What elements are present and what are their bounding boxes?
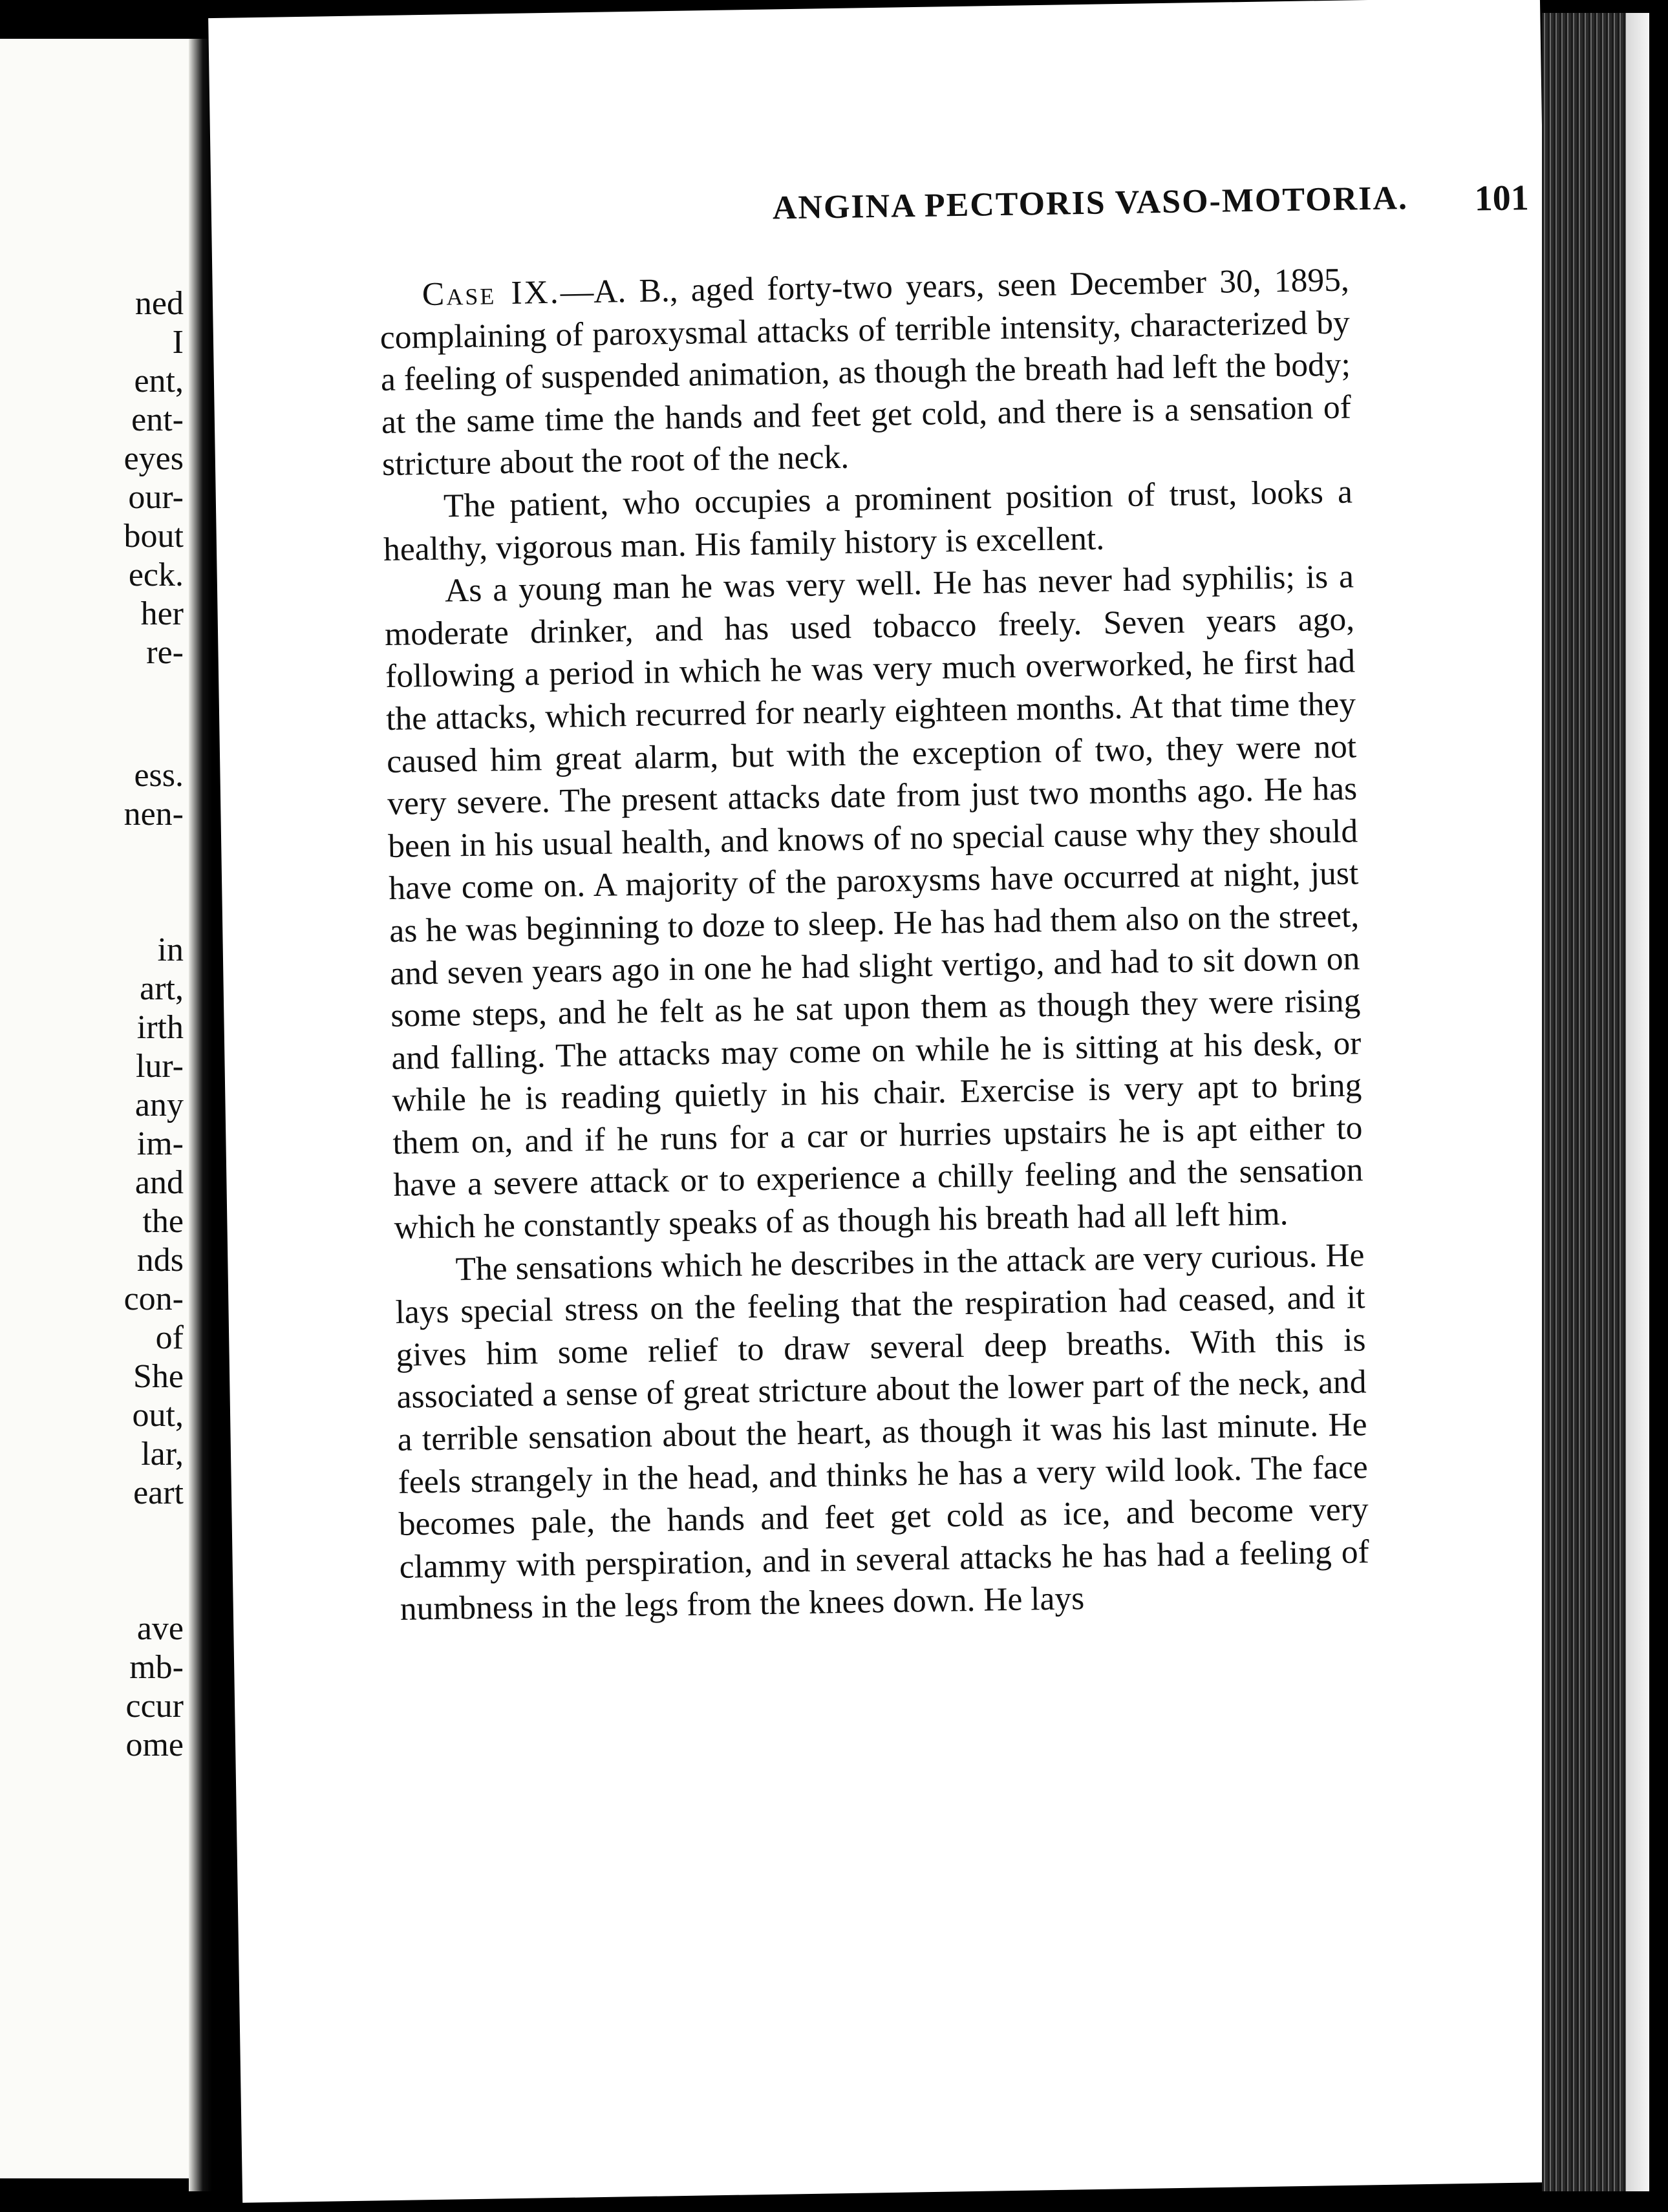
facing-page-fragment: the	[142, 1203, 184, 1240]
running-head	[565, 177, 1529, 237]
facing-page-fragment: our-	[128, 479, 184, 516]
facing-page-fragment: re-	[146, 634, 184, 671]
facing-page-fragment: lur-	[135, 1048, 184, 1085]
page-edge-highlight	[1626, 13, 1649, 2191]
paragraph-3: As a young man he was very well. He has never had syphilis; is a moderate drinker, and has used tobacco freely. Seven years ago, following a period in which he was very much overworked, he first had the attacks, which recurred for nearly eighteen months. At that time they caused him great alarm, but with the exception of two, they were not very severe. The present attacks date from just two months ago. He has been in his usual health, and knows of no special cause why they should have come on. A majority of the paroxysms have occurred at night, just as he was beginning to doze to sleep. He has had them also on the street, and seven years ago in one he had slight vertigo, and had to sit down on some steps, and he felt as he sat upon them as though they were rising and falling. The attacks may come on while he is sitting at his desk, or while he is reading quietly in his chair. Exercise is very apt to bring them on, and if he runs for a car or hurries upstairs he is apt either to have a severe attack or to experience a chilly feeling and the sensation which he constantly speaks of as though his breath had all left him.	[384, 558, 1363, 1246]
page-edges	[1542, 13, 1626, 2191]
facing-page-fragment: eck.	[128, 557, 184, 593]
facing-page-fragment: art,	[140, 970, 184, 1007]
facing-page-fragment: her	[140, 595, 184, 632]
facing-page-fragment: of	[155, 1319, 184, 1356]
paragraph-4: The sensations which he describes in the attack are very curious. He lays special stress on the feeling that the respiration had ceased, and it gives him some relief to draw several deep breaths. With this is associated a sense of great stricture about the lower part of the neck, and a terrible sensation about the heart, as though it was his last minute. He feels strangely in the head, and thinks he has a very wild look. The face becomes pale, the hands and feet get cold as ice, and become very clammy with perspiration, and in several attacks he has had a feeling of numbness in the legs from the knees down. He lays	[395, 1236, 1370, 1628]
running-title: ANGINA PECTORIS VASO-MOTORIA.	[772, 180, 1409, 227]
facing-page-fragment: I	[172, 324, 184, 361]
paragraph-2: The patient, who occupies a prominent position of trust, looks a healthy, vigorous man. His family history is excellent.	[383, 473, 1353, 568]
facing-page-fragment: bout	[123, 518, 184, 555]
case-label: Case IX.	[422, 273, 561, 314]
facing-page-fragment: out,	[132, 1397, 184, 1434]
page-number: 101	[1474, 178, 1530, 219]
facing-page-fragment: ccur	[125, 1688, 184, 1725]
facing-page-fragment: lar,	[141, 1436, 184, 1473]
facing-page-fragment: nen-	[123, 796, 184, 833]
facing-page-fragment: con-	[123, 1281, 184, 1317]
paragraph-1-text: —A. B., aged forty-two years, seen December 30, 1895, complaining of paroxysmal attacks of terrible intensity, characterized by a feeling of suspended animation, as though the breath had left the body; at the same time the hands and feet get cold, and there is a sensation of stricture about the root of the neck.	[380, 261, 1352, 484]
facing-page-fragment: ome	[125, 1727, 184, 1763]
facing-page-fragment: ave	[136, 1610, 184, 1647]
facing-page-fragment: ned	[134, 285, 184, 322]
paragraph-1	[379, 259, 1352, 486]
facing-page-fragment: ent-	[131, 401, 184, 438]
facing-page-fragment: eart	[133, 1474, 184, 1511]
facing-page-fragment: She	[133, 1358, 184, 1395]
book-page	[208, 0, 1574, 2203]
facing-page-fragment: any	[134, 1087, 184, 1123]
facing-page-fragment: in	[157, 931, 184, 968]
facing-page-fragment: and	[134, 1164, 184, 1201]
facing-page-fragment: nds	[136, 1242, 184, 1279]
facing-page-fragment: irth	[136, 1009, 184, 1046]
facing-page-fragment: eyes	[123, 440, 184, 477]
facing-page	[0, 39, 194, 2178]
facing-page-fragment: mb-	[129, 1649, 184, 1686]
facing-page-fragment: ent,	[134, 363, 184, 399]
body-text	[379, 259, 1370, 1631]
book-gutter	[189, 39, 212, 2191]
facing-page-fragment: ess.	[134, 757, 184, 794]
facing-page-fragment: im-	[136, 1125, 184, 1162]
